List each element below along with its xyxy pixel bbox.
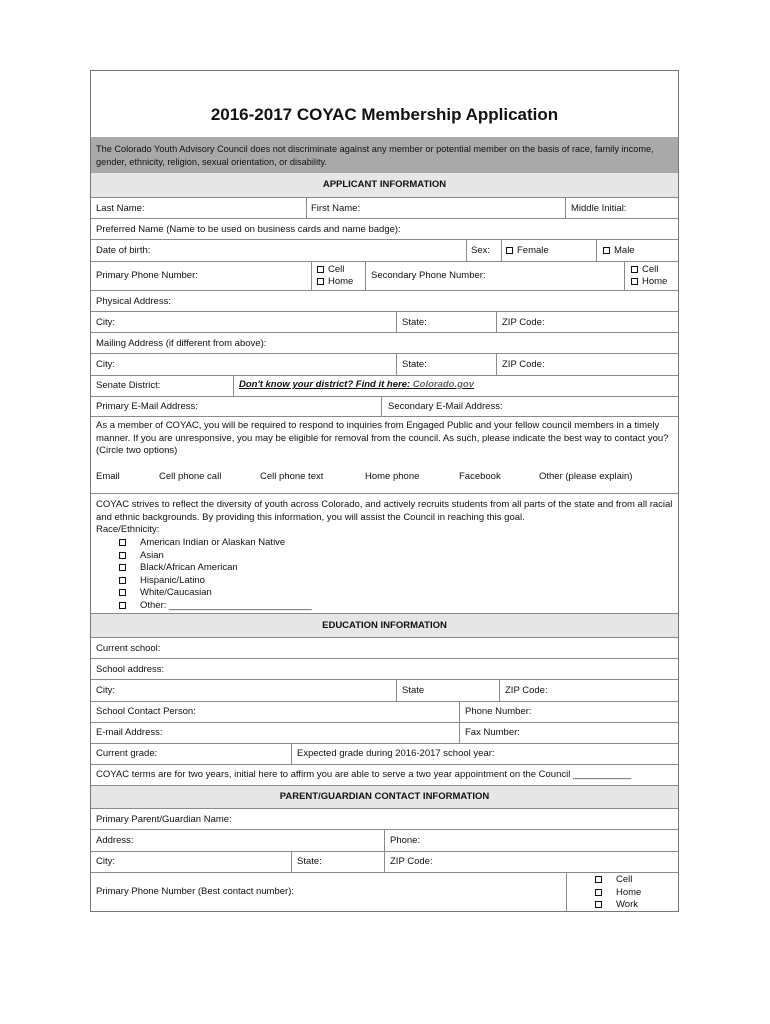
contact-option-cell-call[interactable]: Cell phone call (159, 471, 222, 482)
school-state-label: State (402, 685, 425, 696)
zip-label: ZIP Code: (502, 317, 545, 328)
parent-section-header: PARENT/GUARDIAN CONTACT INFORMATION (91, 786, 678, 808)
contact-option-cell-text[interactable]: Cell phone text (260, 471, 324, 482)
membership-form (90, 70, 679, 912)
male-option[interactable]: Male (603, 245, 635, 256)
contact-instructions: As a member of COYAC, you will be required to respond to inquiries from Engaged Public and your fellow council members in a timely manner. If you are unresponsive, you may be eligible for removal from the council. As such, please indicate the best way to contact you? (Circle two options) (96, 420, 669, 456)
parent-primary-phone-label: Primary Phone Number (Best contact number): (96, 886, 294, 897)
checkbox-icon (119, 577, 126, 584)
mailing-state-label: State: (402, 359, 427, 370)
checkbox-icon (603, 247, 610, 254)
school-address-label: School address: (96, 664, 165, 675)
checkbox-icon (595, 876, 602, 883)
secondary-phone-type[interactable]: Cell Home (631, 264, 667, 288)
race-option[interactable]: Other: ___________________________ (119, 600, 312, 613)
parent-state-label: State: (297, 856, 322, 867)
last-name-label: Last Name: (96, 203, 145, 214)
primary-email-label: Primary E-Mail Address: (96, 401, 198, 412)
race-option[interactable]: Asian (119, 550, 312, 563)
parent-address-label: Address: (96, 835, 134, 846)
parent-phone-label: Phone: (390, 835, 421, 846)
race-option[interactable]: Hispanic/Latino (119, 575, 312, 588)
race-option[interactable]: Black/African American (119, 562, 312, 575)
contact-option-facebook[interactable]: Facebook (459, 471, 501, 482)
checkbox-icon (317, 266, 324, 273)
physical-address-label: Physical Address: (96, 296, 171, 307)
checkbox-icon (119, 602, 126, 609)
checkbox-icon (119, 539, 126, 546)
parent-name-label: Primary Parent/Guardian Name: (96, 814, 232, 825)
checkbox-icon (506, 247, 513, 254)
contact-option-home-phone[interactable]: Home phone (365, 471, 420, 482)
mailing-address-label: Mailing Address (if different from above): (96, 338, 267, 349)
middle-initial-label: Middle Initial: (571, 203, 627, 214)
race-option[interactable]: White/Caucasian (119, 587, 312, 600)
race-options-list (119, 537, 312, 612)
state-label: State: (402, 317, 427, 328)
sex-label: Sex: (471, 245, 491, 256)
secondary-email-label: Secondary E-Mail Address: (388, 401, 503, 412)
term-affirmation-label: COYAC terms are for two years, initial here to affirm you are able to serve a two year appointment on the Council ___________ (96, 769, 632, 780)
checkbox-icon (317, 278, 324, 285)
city-label: City: (96, 317, 115, 328)
expected-grade-label: Expected grade during 2016-2017 school year: (297, 748, 495, 759)
school-email-label: E-mail Address: (96, 727, 163, 738)
senate-district-label: Senate District: (96, 380, 161, 391)
page-title: 2016-2017 COYAC Membership Application (210, 105, 559, 124)
preferred-name-label: Preferred Name (Name to be used on business cards and name badge): (96, 224, 401, 235)
contact-option-email[interactable]: Email (96, 471, 120, 482)
parent-phone-type[interactable]: Cell Home Work (595, 874, 641, 912)
parent-zip-label: ZIP Code: (390, 856, 433, 867)
race-option[interactable]: American Indian or Alaskan Native (119, 537, 312, 550)
contact-option-other[interactable]: Other (please explain) (539, 471, 633, 482)
parent-city-label: City: (96, 856, 115, 867)
mailing-city-label: City: (96, 359, 115, 370)
diversity-statement: COYAC strives to reflect the diversity of youth across Colorado, and actively recruits students from all parts of the state and from all racial and ethnic backgrounds. By providing this information, you will assist the Council in reaching this goal. (96, 499, 673, 523)
district-lookup-link[interactable]: Don't know your district? Find it here: Colorado.gov (239, 379, 475, 390)
school-fax-label: Fax Number: (465, 727, 520, 738)
dob-label: Date of birth: (96, 245, 151, 256)
school-zip-label: ZIP Code: (505, 685, 548, 696)
checkbox-icon (119, 589, 126, 596)
education-section-header: EDUCATION INFORMATION (91, 614, 678, 637)
first-name-label: First Name: (311, 203, 361, 214)
checkbox-icon (631, 278, 638, 285)
checkbox-icon (119, 552, 126, 559)
current-school-label: Current school: (96, 643, 161, 654)
current-grade-label: Current grade: (96, 748, 158, 759)
female-option[interactable]: Female (506, 245, 549, 256)
checkbox-icon (595, 889, 602, 896)
primary-phone-label: Primary Phone Number: (96, 270, 198, 281)
race-ethnicity-label: Race/Ethnicity: (96, 524, 160, 535)
applicant-section-header: APPLICANT INFORMATION (91, 173, 678, 197)
primary-phone-type[interactable]: Cell Home (317, 264, 353, 288)
checkbox-icon (119, 564, 126, 571)
school-contact-label: School Contact Person: (96, 706, 196, 717)
checkbox-icon (595, 901, 602, 908)
mailing-zip-label: ZIP Code: (502, 359, 545, 370)
checkbox-icon (631, 266, 638, 273)
secondary-phone-label: Secondary Phone Number: (371, 270, 486, 281)
school-city-label: City: (96, 685, 115, 696)
nondiscrimination-notice: The Colorado Youth Advisory Council does not discriminate against any member or potential member on the basis of race, family income, gender, ethnicity, religion, sexual orientation, or disability. (91, 137, 678, 173)
school-phone-label: Phone Number: (465, 706, 532, 717)
